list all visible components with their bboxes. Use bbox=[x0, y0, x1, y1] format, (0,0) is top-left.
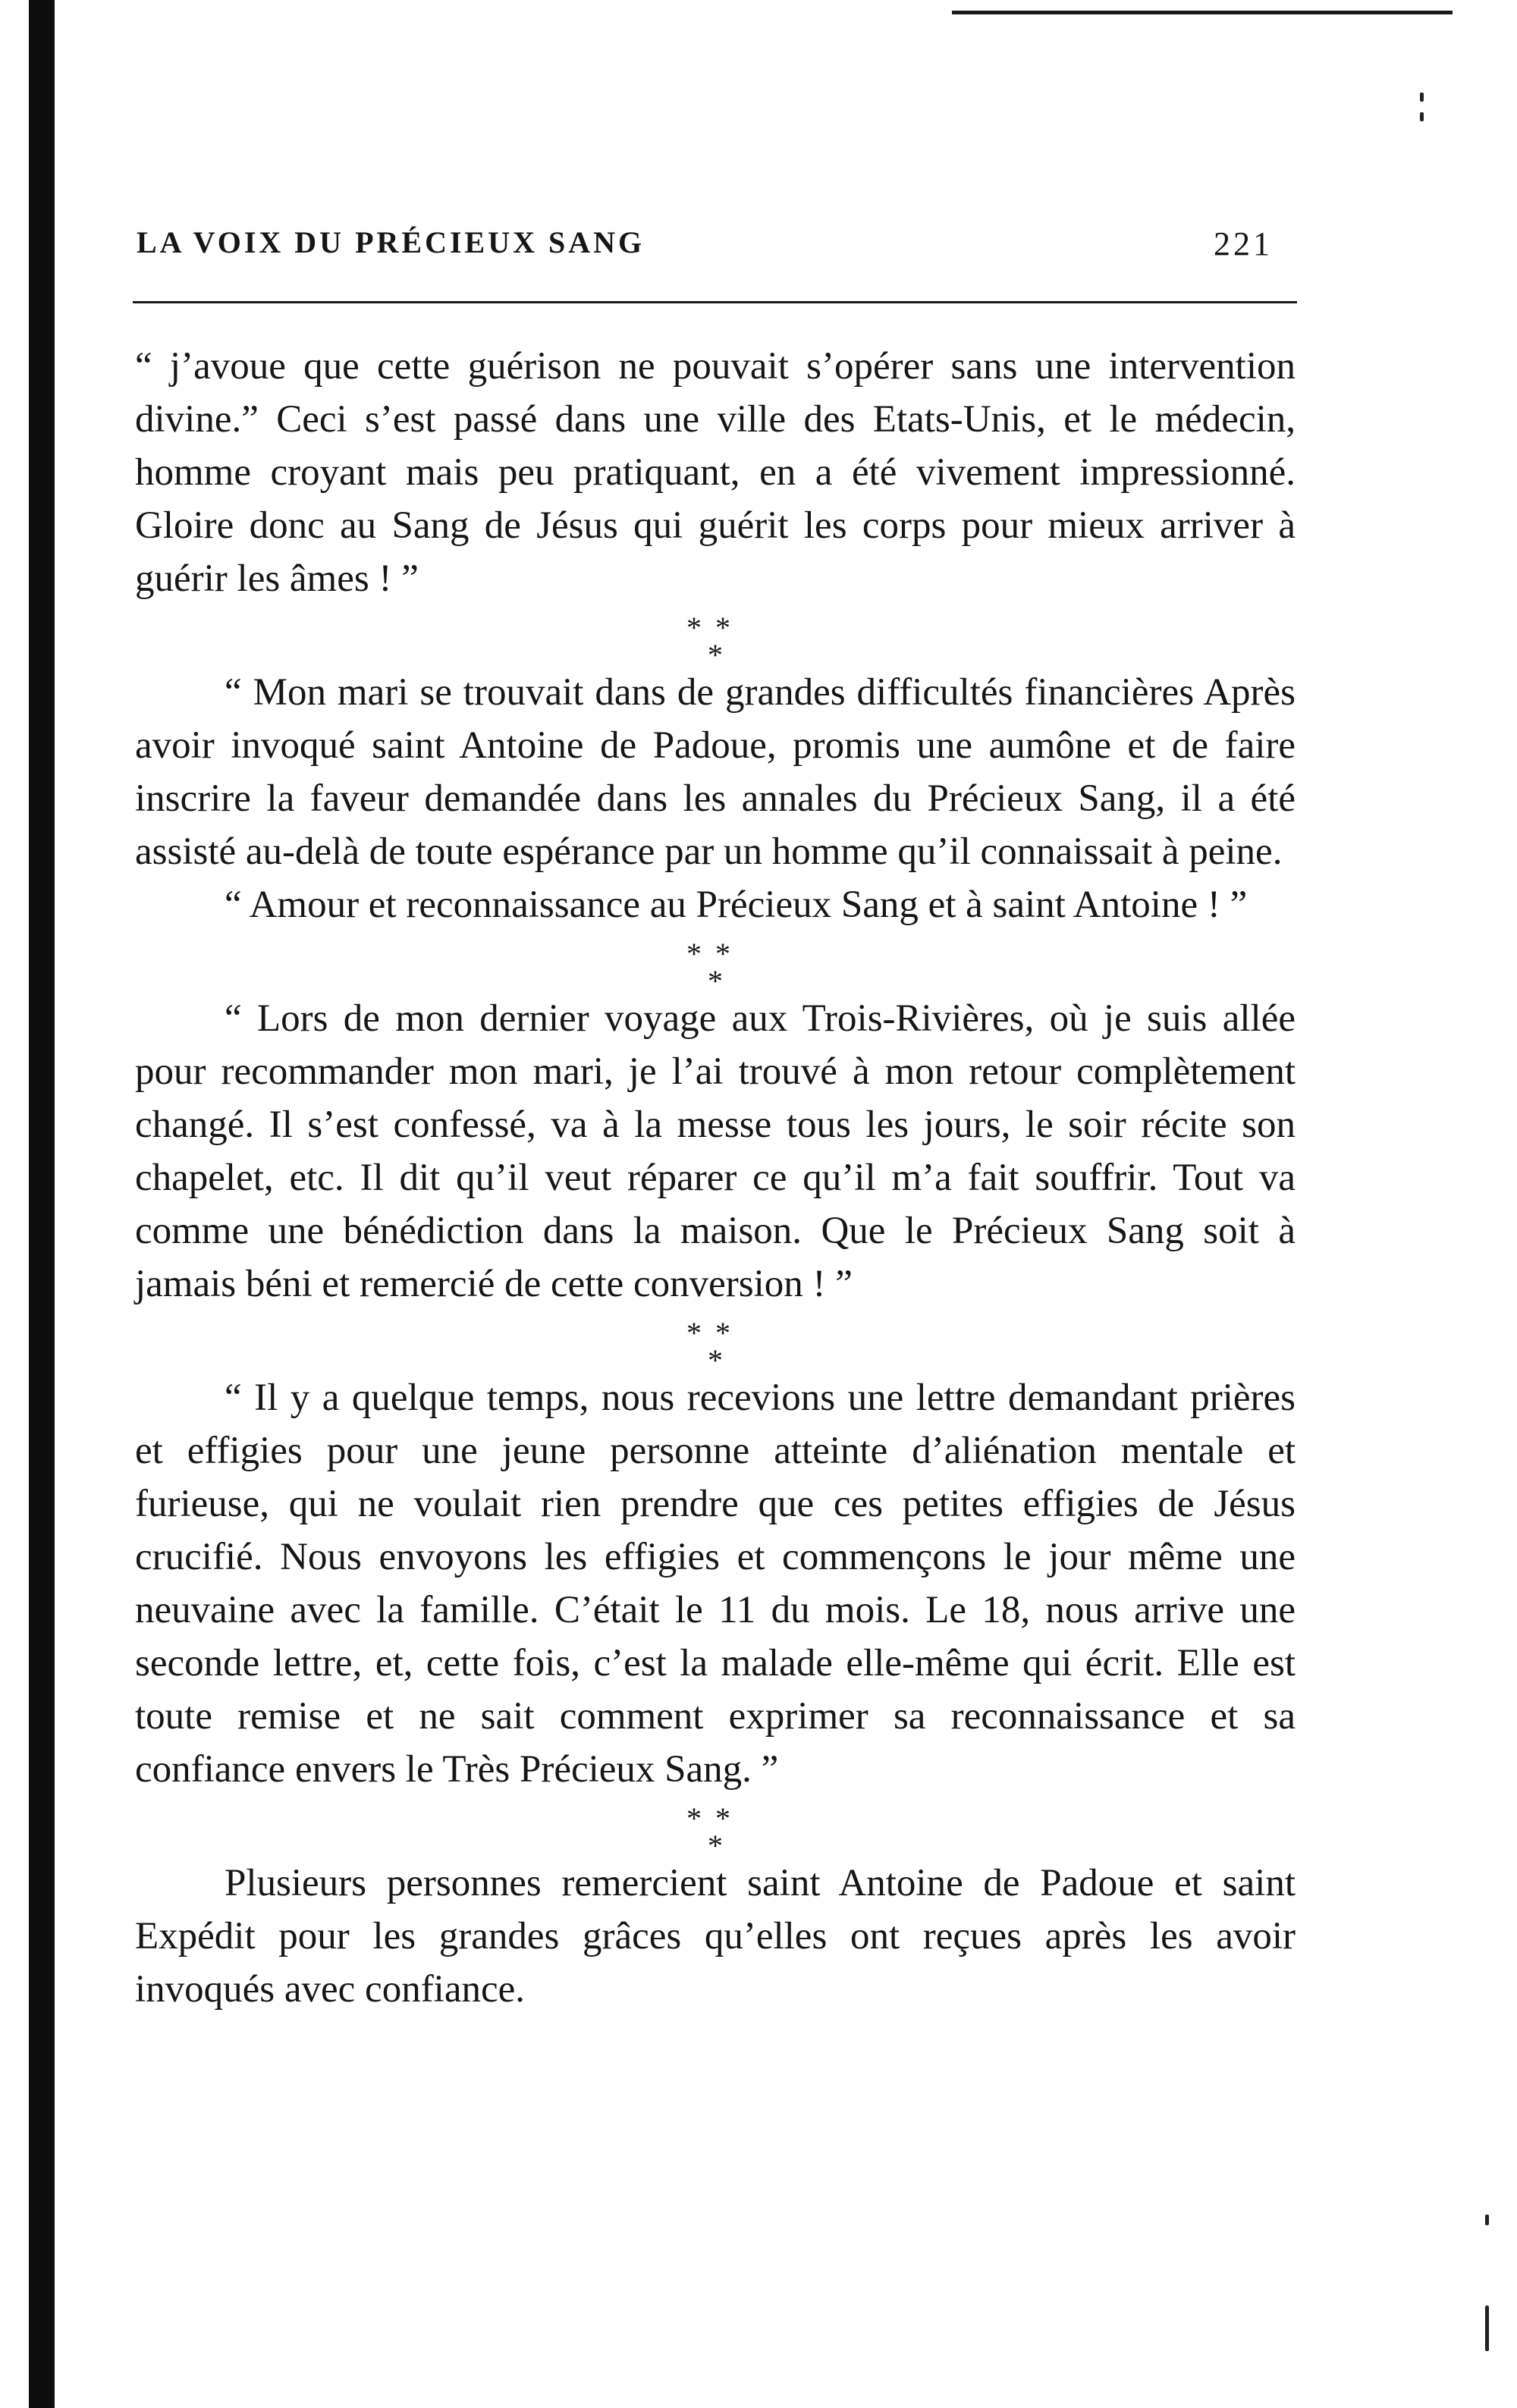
scan-edge-mark bbox=[1420, 112, 1424, 121]
section-divider: ** * bbox=[686, 1316, 744, 1377]
scan-spine-shadow bbox=[29, 0, 55, 2408]
paragraph: “ j’avoue que cette guérison ne pouvait s’opérer sans une intervention divine.” Ceci s’est passé dans une ville des Etats-Unis, et le médecin, homme croyant mais peu pratiquant, en a été vivement impressionné. Gloire donc au Sang de Jésus qui guérit les corps pour mieux arriver à guérir les âmes ! ” bbox=[135, 345, 1296, 600]
page-body bbox=[135, 340, 1296, 2016]
paragraph: “ Lors de mon dernier voyage aux Trois-Rivières, où je suis allée pour recommander mon mari, je l’ai trouvé à mon retour complètement changé. Il s’est confessé, va à la messe tous les jours, le soir récite son chapelet, etc. Il dit qu’il veut réparer ce qu’il m’a fait souffrir. Tout va comme une bénédiction dans la maison. Que le Précieux Sang soit à jamais béni et remercié de cette conversion ! ” bbox=[135, 997, 1296, 1305]
scan-edge-mark bbox=[1485, 2215, 1489, 2225]
section-divider: ** * bbox=[686, 611, 744, 672]
section-divider: ** * bbox=[686, 937, 744, 998]
paragraph: “ Amour et reconnaissance au Précieux Sang et à saint Antoine ! ” bbox=[225, 884, 1248, 926]
paragraph: “ Mon mari se trouvait dans de grandes difficultés financières Après avoir invoqué saint Antoine de Padoue, promis une aumône et de faire inscrire la faveur demandée dans les annales du Précieux Sang, il a été assisté au-delà de toute espérance par un homme qu’il connaissait à peine. bbox=[135, 671, 1296, 873]
section-divider: ** * bbox=[686, 1801, 744, 1863]
page-number: 221 bbox=[1214, 225, 1273, 262]
paragraph: Plusieurs personnes remercient saint Antoine de Padoue et saint Expédit pour les grandes grâces qu’elles ont reçues après les avoir invoqués avec confiance. bbox=[135, 1862, 1296, 2011]
header-rule bbox=[133, 301, 1297, 303]
scan-edge-mark bbox=[1420, 93, 1424, 102]
scan-top-edge-line bbox=[952, 11, 1453, 14]
running-header-title: LA VOIX DU PRÉCIEUX SANG bbox=[137, 225, 645, 259]
paragraph: “ Il y a quelque temps, nous recevions une lettre demandant prières et effigies pour une jeune personne atteinte d’aliénation mentale et furieuse, qui ne voulait rien prendre que ces petites effigies de Jésus crucifié. Nous envoyons les effigies et commençons le jour même une neuvaine avec la famille. C’était le 11 du mois. Le 18, nous arrive une seconde lettre, et, cette fois, c’est la malade elle-même qui écrit. Elle est toute remise et ne sait comment exprimer sa reconnaissance et sa confiance envers le Très Précieux Sang. ” bbox=[135, 1377, 1296, 1791]
scan-edge-mark bbox=[1485, 2306, 1489, 2351]
